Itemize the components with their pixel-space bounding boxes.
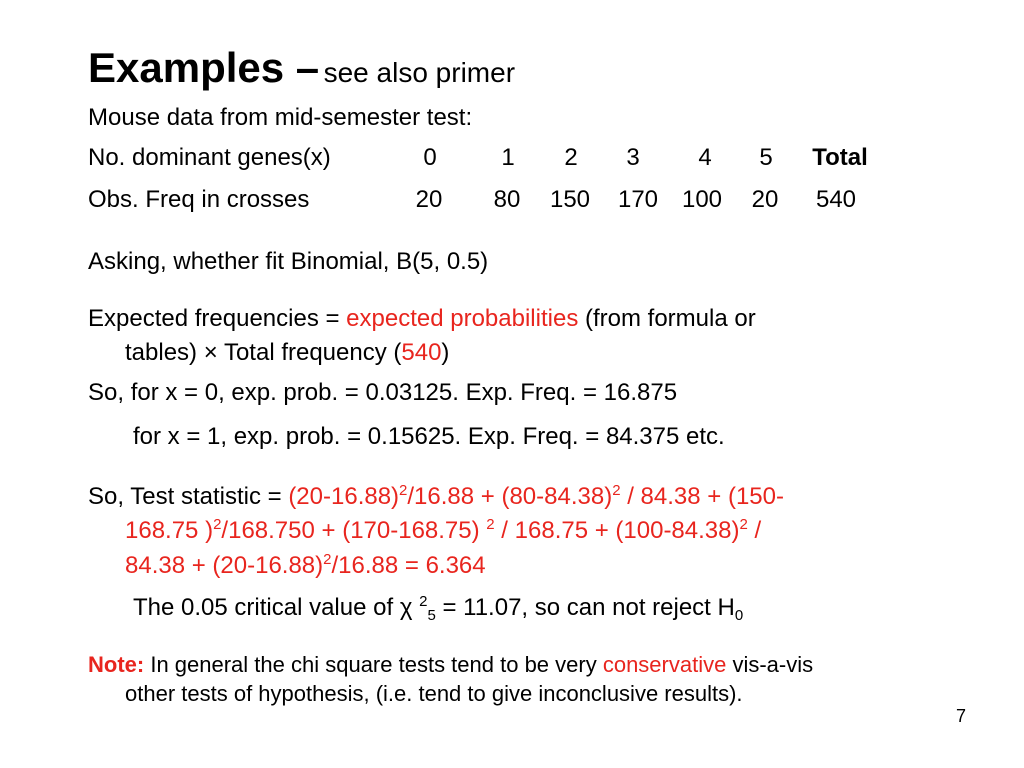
expected-text: (from formula or xyxy=(578,305,756,332)
expected-text: tables) × Total frequency ( xyxy=(125,339,402,366)
table-row1-cell: 1 xyxy=(501,144,515,171)
title-main: Examples – xyxy=(88,44,320,91)
table-row2-cell: 150 xyxy=(549,186,591,213)
expected-text: Expected frequencies = xyxy=(88,305,347,332)
note-label: Note: xyxy=(88,652,145,677)
table-row2-cell: 100 xyxy=(681,186,723,213)
test-statistic-line-2: 168.75 )$^2$/168.750 + (170-168.75) $^2 / 168.75 + (100-84.38)^2$ / xyxy=(125,516,762,544)
asking-line: Asking, whether fit Binomial, B(5, 0.5) xyxy=(88,248,489,275)
test-prefix: So, Test statistic = xyxy=(88,483,289,510)
table-row2-cell: 170 xyxy=(617,186,659,213)
example-line-2: for x = 1, exp. prob. = 0.15625. Exp. Freq. = 84.375 etc. xyxy=(133,423,725,450)
table-row1-cell: 3 xyxy=(626,144,640,171)
intro-line: Mouse data from mid-semester test: xyxy=(88,104,473,131)
table-row1-cell: 0 xyxy=(423,144,437,171)
table-row1-cell: 2 xyxy=(564,144,578,171)
test-statistic-line-1 xyxy=(88,480,784,514)
conservative-highlight: conservative xyxy=(602,652,727,677)
note-line-2: other tests of hypothesis, (i.e. tend to give inconclusive results). xyxy=(125,681,743,706)
expected-line-2 xyxy=(125,336,449,370)
expected-text: ) xyxy=(441,339,450,366)
table-row1-total: Total xyxy=(812,144,868,171)
table-row2-total: 540 xyxy=(815,186,857,213)
expected-probabilities-highlight: expected probabilities xyxy=(346,305,579,332)
total-frequency-highlight: 540 xyxy=(401,339,442,366)
note-line-1: Note: In general the chi square tests tend to be very conservative vis-a-vis xyxy=(88,652,814,677)
table-row2-label: Obs. Freq in crosses xyxy=(88,186,310,213)
critical-value-line: The 0.05 critical value of χ $^2_5$ = 11.07, so can not reject $H_0$ xyxy=(133,593,744,624)
test-formula: $(20-16.88)^2/16.88 + (80-84.38)^2 / 84.38 + (150-$ xyxy=(288,482,784,510)
table-row1-label: No. dominant genes(x) xyxy=(88,144,331,171)
expected-line-1 xyxy=(88,302,756,336)
table-row1-cell: 4 xyxy=(698,144,712,171)
chi-symbol: χ xyxy=(399,594,413,621)
title-subtitle: see also primer xyxy=(323,57,516,88)
table-row1-cell: 5 xyxy=(759,144,773,171)
page-number: 7 xyxy=(955,706,966,726)
example-line-1: So, for x = 0, exp. prob. = 0.03125. Exp. Freq. = 16.875 xyxy=(88,379,678,406)
test-statistic-line-3: $84.38 + (20-16.88)^2/16.88 = 6.364$ xyxy=(125,551,486,579)
slide-title xyxy=(88,44,515,92)
table-row2-cell: 20 xyxy=(751,186,779,213)
table-row2-cell: 20 xyxy=(415,186,443,213)
table-row2-cell: 80 xyxy=(493,186,521,213)
